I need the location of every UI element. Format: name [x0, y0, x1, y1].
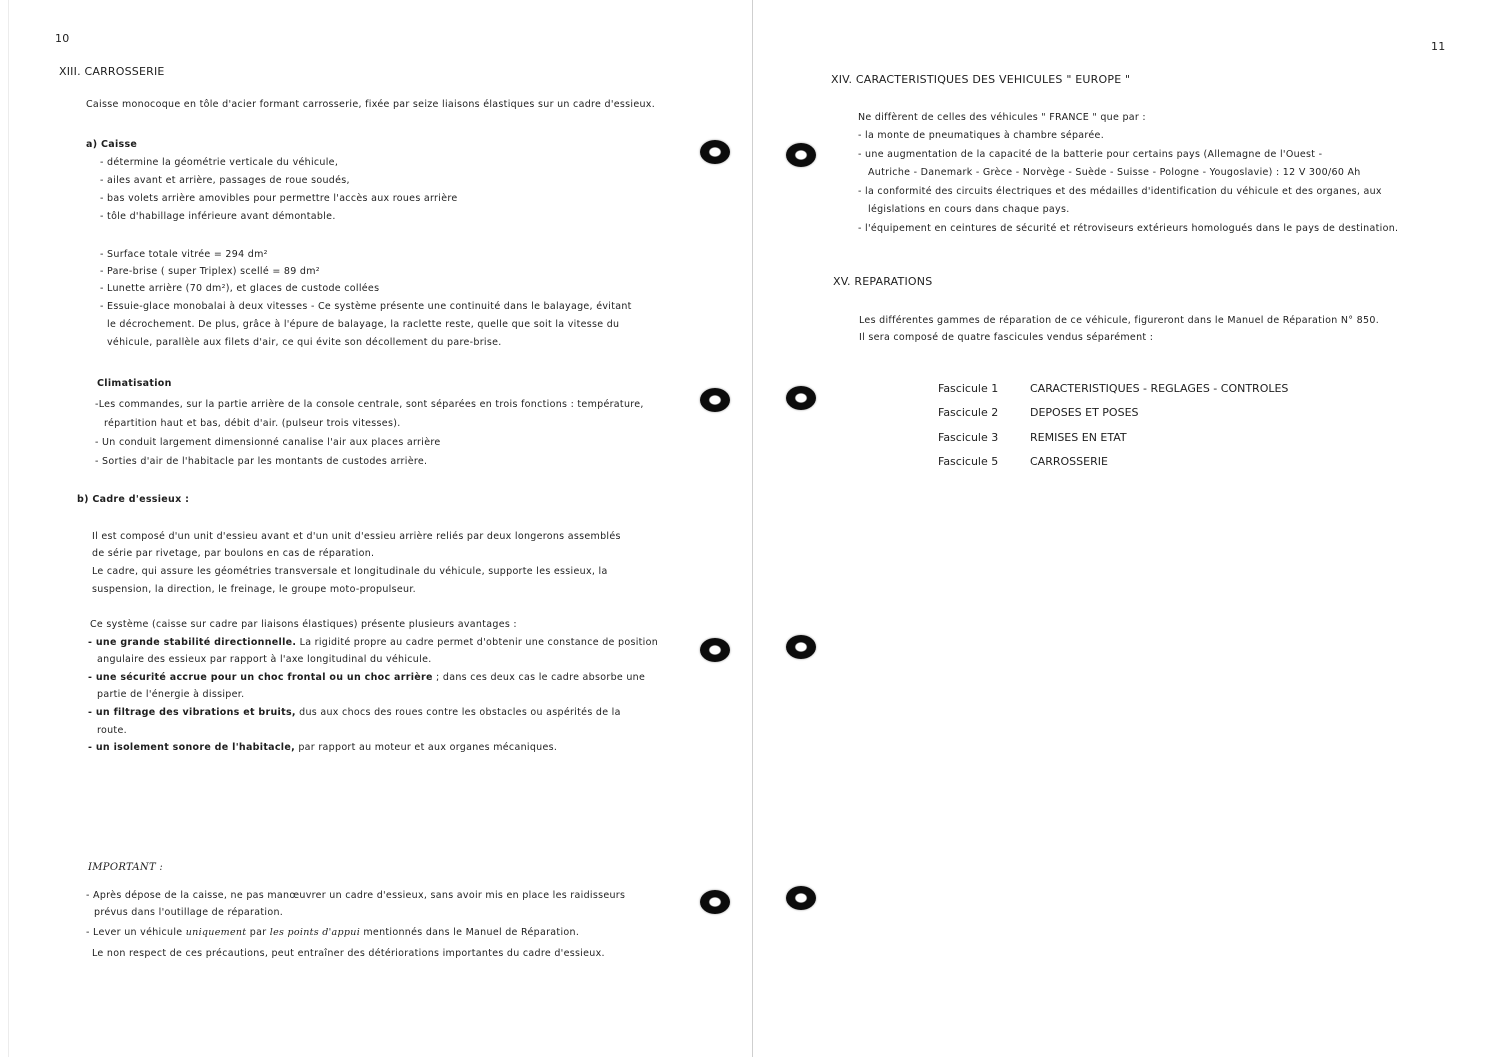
advantage-cont: angulaire des essieux par rapport à l'axe longitudinal du véhicule. — [97, 654, 432, 665]
cadre-text: Le cadre, qui assure les géométries transversale et longitudinale du véhicule, supporte les essieux, la — [92, 566, 608, 577]
fascicule-row — [938, 406, 1139, 419]
list-item: législations en cours dans chaque pays. — [868, 204, 1070, 215]
section-intro: Les différentes gammes de réparation de ce véhicule, figureront dans le Manuel de Réparation N° 850. — [859, 315, 1380, 326]
binder-hole — [700, 388, 730, 412]
list-item: - la monte de pneumatiques à chambre séparée. — [858, 130, 1105, 141]
list-item: - l'équipement en ceintures de sécurité et rétroviseurs extérieurs homologués dans le pays de destination. — [858, 223, 1399, 234]
important-emphasis: les points d'appui — [269, 927, 361, 938]
important-line: prévus dans l'outillage de réparation. — [94, 907, 284, 918]
cadre-text: suspension, la direction, le freinage, le groupe moto-propulseur. — [92, 584, 416, 595]
cadre-text: de série par rivetage, par boulons en cas de réparation. — [92, 548, 375, 559]
advantage-text: ; dans ces deux cas le cadre absorbe une — [432, 672, 646, 683]
important-line — [86, 927, 579, 939]
important-emphasis: uniquement — [185, 927, 247, 938]
advantage-item — [88, 742, 557, 754]
binder-hole — [786, 143, 816, 167]
advantage-text: dus aux chocs des roues contre les obstacles ou aspérités de la — [295, 707, 621, 718]
important-heading: IMPORTANT : — [88, 862, 164, 873]
advantage-cont: partie de l'énergie à dissiper. — [97, 689, 245, 700]
fascicule-title: DEPOSES ET POSES — [1030, 406, 1139, 419]
fascicule-title: CARACTERISTIQUES - REGLAGES - CONTROLES — [1030, 382, 1289, 395]
list-item: - détermine la géométrie verticale du véhicule, — [100, 157, 339, 168]
fascicule-label: Fascicule 3 — [938, 431, 999, 444]
binder-hole — [786, 886, 816, 910]
advantage-text: par rapport au moteur et aux organes mécaniques. — [295, 742, 558, 753]
page-number: 11 — [1431, 40, 1446, 53]
glass-line: - Essuie-glace monobalai à deux vitesses - Ce système présente une continuité dans le balayage, évitant — [100, 301, 632, 312]
advantage-title: - un isolement sonore de l'habitacle, — [88, 742, 296, 753]
list-item: - tôle d'habillage inférieure avant démontable. — [100, 211, 336, 222]
list-item: - ailes avant et arrière, passages de roue soudés, — [100, 175, 350, 186]
section-title: XV. REPARATIONS — [833, 275, 933, 288]
climatisation-line: -Les commandes, sur la partie arrière de la console centrale, sont séparées en trois fonctions : température, — [95, 399, 644, 410]
section-intro: Ne diffèrent de celles des véhicules " FRANCE " que par : — [858, 112, 1146, 123]
glass-line: - Lunette arrière (70 dm²), et glaces de custode collées — [100, 283, 380, 294]
list-item: Autriche - Danemark - Grèce - Norvège - Suède - Suisse - Pologne - Yougoslavie) : 12 V 300/60 Ah — [868, 167, 1361, 178]
advantage-item — [88, 637, 658, 649]
glass-line: véhicule, parallèle aux filets d'air, ce qui évite son décollement du pare-brise. — [107, 337, 502, 348]
left-page-edge — [8, 0, 9, 1057]
climatisation-heading: Climatisation — [97, 378, 172, 389]
fascicule-row — [938, 431, 1127, 444]
section-title: XIII. CARROSSERIE — [59, 65, 165, 78]
important-text: par — [246, 927, 270, 938]
important-text: - Lever un véhicule — [86, 927, 186, 938]
cadre-heading: b) Cadre d'essieux : — [77, 494, 190, 505]
fascicule-title: REMISES EN ETAT — [1030, 431, 1127, 444]
section-title: XIV. CARACTERISTIQUES DES VEHICULES " EUROPE " — [831, 73, 1131, 86]
fascicule-row — [938, 455, 1108, 468]
advantage-title: - une sécurité accrue pour un choc frontal ou un choc arrière — [88, 672, 433, 683]
advantage-item — [88, 672, 645, 684]
glass-line: - Surface totale vitrée = 294 dm² — [100, 249, 268, 260]
important-line: Le non respect de ces précautions, peut entraîner des détériorations importantes du cadre d'essieux. — [92, 948, 605, 959]
advantage-title: - un filtrage des vibrations et bruits, — [88, 707, 296, 718]
fascicule-label: Fascicule 1 — [938, 382, 999, 395]
climatisation-line: répartition haut et bas, débit d'air. (pulseur trois vitesses). — [104, 418, 401, 429]
binder-hole — [700, 140, 730, 164]
list-item: - bas volets arrière amovibles pour permettre l'accès aux roues arrière — [100, 193, 458, 204]
advantage-cont: route. — [97, 725, 127, 736]
section-intro: Il sera composé de quatre fascicules vendus séparément : — [859, 332, 1154, 343]
advantage-title: - une grande stabilité directionnelle. — [88, 637, 297, 648]
fascicule-label: Fascicule 2 — [938, 406, 999, 419]
advantages-intro: Ce système (caisse sur cadre par liaisons élastiques) présente plusieurs avantages : — [90, 619, 517, 630]
glass-line: le décrochement. De plus, grâce à l'épure de balayage, la raclette reste, quelle que soit la vitesse du — [107, 319, 620, 330]
page-fold — [752, 0, 753, 1057]
important-text: mentionnés dans le Manuel de Réparation. — [360, 927, 580, 938]
fascicule-title: CARROSSERIE — [1030, 455, 1108, 468]
climatisation-line: - Sorties d'air de l'habitacle par les montants de custodes arrière. — [95, 456, 428, 467]
advantage-text: La rigidité propre au cadre permet d'obtenir une constance de position — [296, 637, 659, 648]
list-item: - une augmentation de la capacité de la batterie pour certains pays (Allemagne de l'Ouest - — [858, 149, 1323, 160]
fascicule-row — [938, 382, 1288, 395]
climatisation-line: - Un conduit largement dimensionné canalise l'air aux places arrière — [95, 437, 441, 448]
important-line: - Après dépose de la caisse, ne pas manœuvrer un cadre d'essieux, sans avoir mis en place les raidisseurs — [86, 890, 626, 901]
intro-text: Caisse monocoque en tôle d'acier formant carrosserie, fixée par seize liaisons élastiques sur un cadre d'essieux. — [86, 99, 656, 110]
binder-hole — [786, 386, 816, 410]
glass-line: - Pare-brise ( super Triplex) scellé = 89 dm² — [100, 266, 320, 277]
list-item: - la conformité des circuits électriques et des médailles d'identification du véhicule et des organes, aux — [858, 186, 1382, 197]
caisse-heading: a) Caisse — [86, 139, 138, 150]
page-number: 10 — [55, 32, 70, 45]
binder-hole — [700, 638, 730, 662]
fascicule-label: Fascicule 5 — [938, 455, 999, 468]
binder-hole — [700, 890, 730, 914]
cadre-text: Il est composé d'un unit d'essieu avant et d'un unit d'essieu arrière reliés par deux longerons assemblés — [92, 531, 621, 542]
binder-hole — [786, 635, 816, 659]
advantage-item — [88, 707, 621, 719]
